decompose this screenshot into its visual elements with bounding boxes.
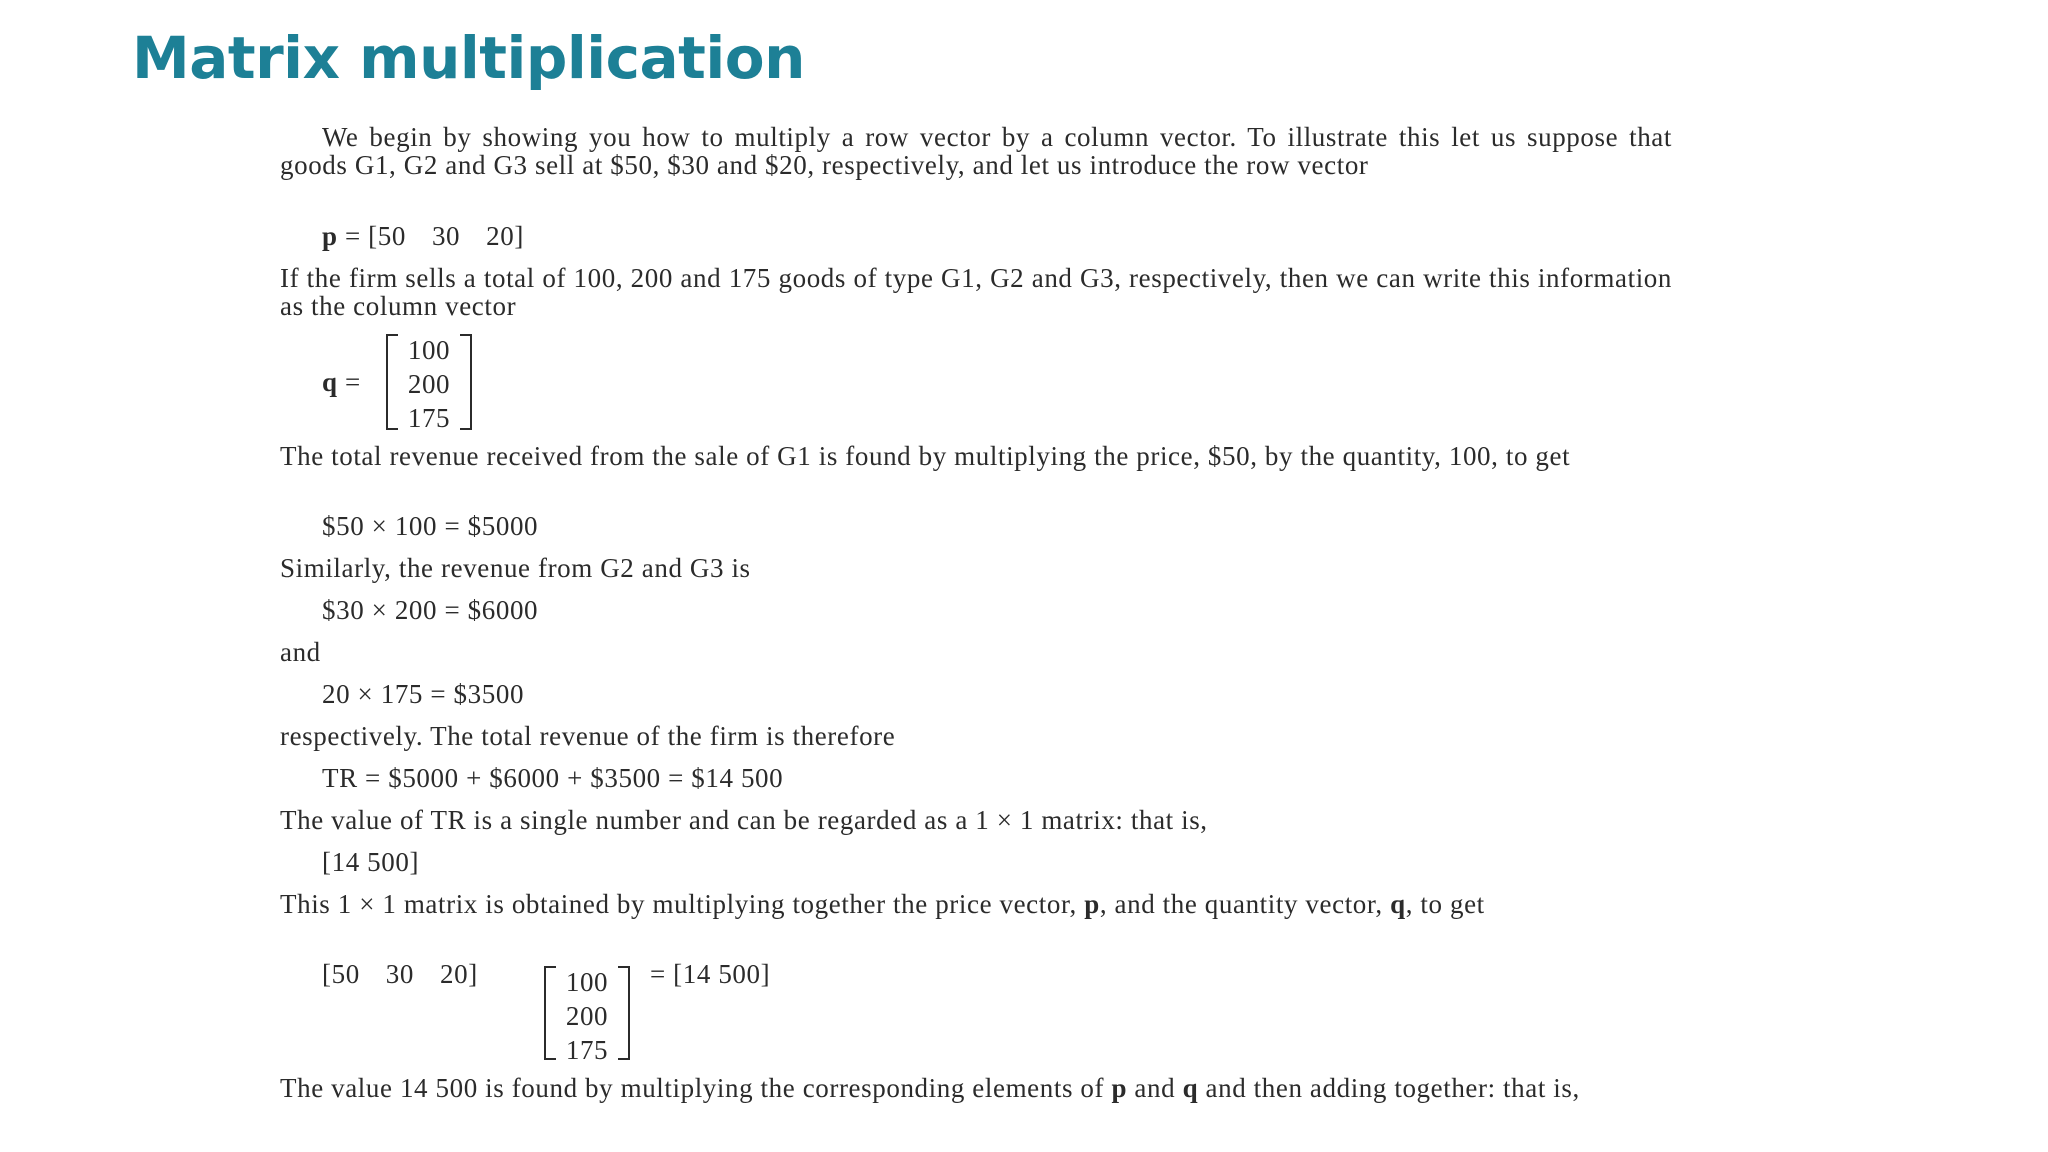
paragraph-obtained-part-3: , to get: [1405, 889, 1485, 919]
equation-product-row: [322, 960, 478, 988]
product-row-value-3: 20]: [440, 959, 478, 989]
product-column-vector: [544, 966, 630, 1065]
equation-total-revenue: TR = $5000 + $6000 + $3500 = $14 500: [322, 763, 784, 793]
paragraph-sum-part-1: The value 14 500 is found by multiplying the corresponding elements of: [280, 1073, 1112, 1103]
equals-sign: =: [344, 367, 361, 397]
product-column-value-1: 100: [565, 967, 609, 997]
equation-product-result: = [14 500]: [650, 959, 771, 989]
equation-revenue-g3: 20 × 175 = $3500: [322, 679, 525, 709]
paragraph-similarly: Similarly, the revenue from G2 and G3 is: [280, 553, 751, 583]
paragraph-sum-elements: [280, 1074, 1672, 1102]
row-vector-value-2: 30: [431, 221, 461, 251]
product-column-value-3: 175: [565, 1035, 609, 1065]
equation-column-vector-q-label: [322, 368, 361, 396]
paragraph-sum-part-2: and: [1127, 1073, 1183, 1103]
symbol-p: p: [322, 221, 338, 251]
page-title: Matrix multiplication: [132, 24, 805, 92]
paragraph-total-revenue: respectively. The total revenue of the firm is therefore: [280, 721, 896, 751]
paragraph-sum-part-3: and then adding together: that is,: [1198, 1073, 1580, 1103]
row-vector-open: = [50: [337, 221, 406, 251]
paragraph-obtained-part-2: , and the quantity vector,: [1099, 889, 1391, 919]
product-row-value-1: [50: [322, 959, 360, 989]
column-vector-q: [386, 334, 472, 433]
symbol-q-inline-2: q: [1182, 1073, 1199, 1103]
equation-1x1-matrix: [14 500]: [322, 847, 420, 877]
paragraph-and: and: [280, 637, 321, 667]
equation-revenue-g2: $30 × 200 = $6000: [322, 595, 539, 625]
equation-row-vector-p: [322, 222, 524, 250]
paragraph-obtained-part-1: This 1 × 1 matrix is obtained by multiplying together the price vector,: [280, 889, 1085, 919]
paragraph-tr-matrix: The value of TR is a single number and can be regarded as a 1 × 1 matrix: that is,: [280, 805, 1208, 835]
paragraph-intro: We begin by showing you how to multiply a row vector by a column vector. To illustrate this let us suppose that goods G1, G2 and G3 sell at $50, $30 and $20, respectively, and let us introduce the row vector: [280, 122, 1672, 180]
product-column-value-2: 200: [565, 1001, 609, 1031]
row-vector-value-3: 20]: [486, 221, 524, 251]
column-vector-q-value-3: 175: [407, 403, 451, 433]
paragraph-obtained: [280, 890, 1672, 918]
symbol-p-inline-2: p: [1111, 1073, 1128, 1103]
product-row-value-2: 30: [385, 959, 414, 989]
symbol-q: q: [322, 367, 338, 397]
paragraph-revenue-g1: The total revenue received from the sale of G1 is found by multiplying the price, $50, by the quantity, 100, to get: [280, 441, 1571, 471]
column-vector-q-value-1: 100: [407, 335, 451, 365]
equation-revenue-g1: $50 × 100 = $5000: [322, 511, 539, 541]
column-vector-q-value-2: 200: [407, 369, 451, 399]
paragraph-sales: If the firm sells a total of 100, 200 and 175 goods of type G1, G2 and G3, respectively, then we can write this information as the column vector: [280, 263, 1672, 321]
symbol-p-inline: p: [1084, 889, 1100, 919]
symbol-q-inline: q: [1390, 889, 1406, 919]
